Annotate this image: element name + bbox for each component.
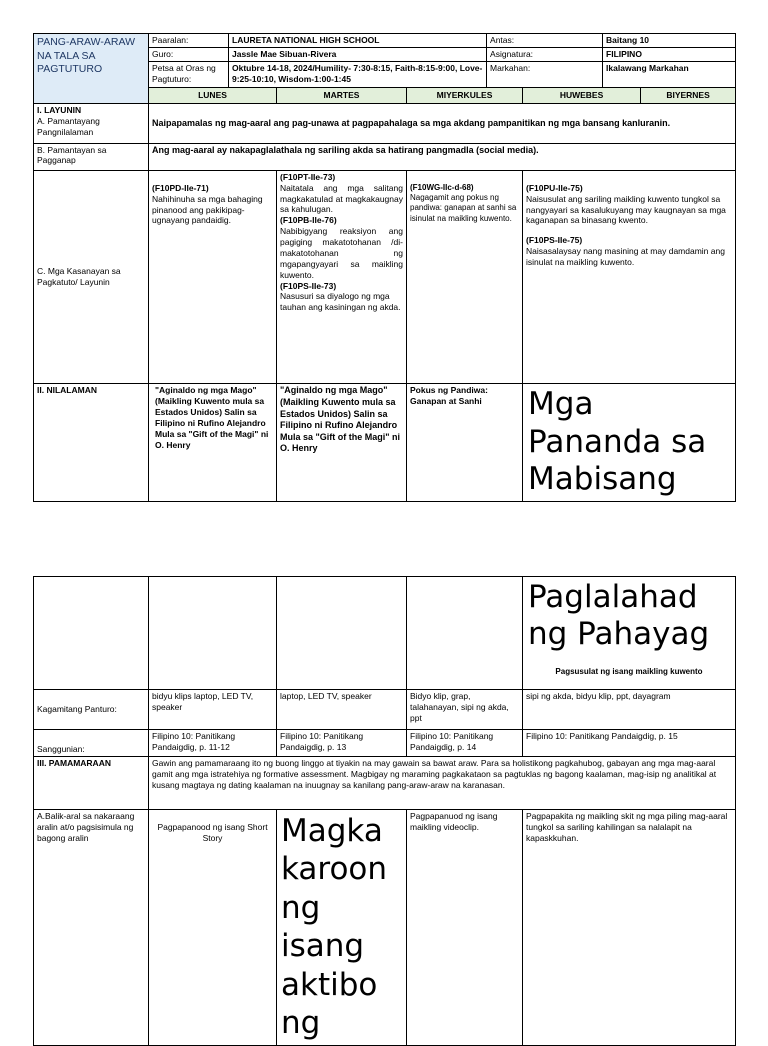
day-header-martes: MARTES bbox=[277, 88, 407, 104]
continued-lunes-cell bbox=[149, 577, 277, 690]
balik-aral-miyerkules: Pagpapanuod ng isang maikling videoclip. bbox=[407, 810, 523, 1046]
pamantayan-pagganap-value: Ang mag-aaral ay nakapaglalathala ng sariling akda sa hatirang pangmadla (social media). bbox=[149, 143, 736, 170]
balik-aral-lunes: Pagpapanood ng isang Short Story bbox=[149, 810, 277, 1046]
kasanayan-huwebes-text-2: Naisasalaysay nang masining at may damdamin ang isinulat na maikling kuwento. bbox=[526, 246, 725, 268]
kasanayan-label: C. Mga Kasanayan sa Pagkatuto/ Layunin bbox=[34, 170, 149, 384]
pamamaraan-text: Gawin ang pamamaraang ito ng buong linggo at tiyakin na may gawain sa bawat araw. Para sa holistikong pagkahubog, gabayan ang mga mag-aaral gamit ang mga istratehiya ng formative assessment. Magbigay ng maraming pagkakataon sa pagtuklas ng bagong kaalaman, mag-isip ng analitikal at kusang magtaya ng dating kaalaman na inuugnay sa kanilang pang-araw-araw na karanasan. bbox=[149, 757, 736, 810]
pamantayang-pangnilalaman-text: A. Pamantayang Pangnilalaman bbox=[37, 116, 100, 138]
kasanayan-martes-code-3: (F10PS-IIe-73) bbox=[280, 280, 337, 291]
nilalaman-huwebes-big-text: Paglalahad ng Pahayag bbox=[528, 579, 710, 653]
lesson-plan-table-page2 bbox=[33, 576, 736, 1046]
paaralan-value: LAURETA NATIONAL HIGH SCHOOL bbox=[229, 34, 487, 48]
sanggunian-huwebes: Filipino 10: Panitikang Pandaigdig, p. 15 bbox=[523, 730, 736, 757]
nilalaman-huwebes-continued bbox=[523, 577, 736, 690]
kagamitan-huwebes: sipi ng akda, bidyu klip, ppt, dayagram bbox=[523, 690, 736, 730]
kasanayan-martes bbox=[277, 170, 407, 384]
kasanayan-huwebes-text-1: Naisusulat ang sariling maikling kuwento tungkol sa nangyayari sa kasalukuyang may kaugnayan sa mga kaganapan sa binasang kwento. bbox=[526, 193, 726, 226]
day-header-huwebes: HUWEBES bbox=[523, 88, 641, 104]
petsa-label: Petsa at Oras ng Pagtuturo: bbox=[149, 61, 229, 87]
guro-label: Guro: bbox=[149, 47, 229, 61]
nilalaman-label: II. NILALAMAN bbox=[34, 384, 149, 502]
paaralan-label: Paaralan: bbox=[149, 34, 229, 48]
antas-value: Baitang 10 bbox=[603, 34, 736, 48]
nilalaman-huwebes: Mga Pananda sa Mabisang bbox=[523, 384, 736, 502]
sanggunian-miyerkules: Filipino 10: Panitikang Pandaigdig, p. 14 bbox=[407, 730, 523, 757]
continued-label-cell bbox=[34, 577, 149, 690]
kasanayan-martes-text-3: Nasusuri sa diyalogo ng mga tauhan ang kasiningan ng akda. bbox=[280, 291, 401, 313]
kasanayan-martes-code-1: (F10PT-IIe-73) bbox=[280, 171, 336, 182]
pamantayang-pangnilalaman-value: Naipapamalas ng mag-aaral ang pag-unawa at pagpapahalaga sa mga akdang pampanitikan ng mga bansang kanluranin. bbox=[149, 104, 736, 143]
continued-miyerkules-cell bbox=[407, 577, 523, 690]
asignatura-value: FILIPINO bbox=[603, 47, 736, 61]
asignatura-label: Asignatura: bbox=[487, 47, 603, 61]
document-title: PANG-ARAW-ARAW NA TALA SA PAGTUTURO bbox=[34, 34, 149, 104]
kagamitan-label: Kagamitang Panturo: bbox=[34, 690, 149, 730]
balik-aral-martes: Magka karoon ng isang aktibo ng bbox=[277, 810, 407, 1046]
kasanayan-lunes bbox=[149, 170, 277, 384]
antas-label: Antas: bbox=[487, 34, 603, 48]
nilalaman-martes: "Aginaldo ng mga Mago" (Maikling Kuwento mula sa Estados Unidos) Salin sa Filipino ni Rufino Alejandro Mula sa "Gift of the Magi" ni O. Henry bbox=[277, 384, 407, 502]
balik-aral-huwebes: Pagpapakita ng maikling skit ng mga piling mag-aaral tungkol sa sariling kahilingan sa nalalapit na kapaskkuhan. bbox=[523, 810, 736, 1046]
kagamitan-martes: laptop, LED TV, speaker bbox=[277, 690, 407, 730]
nilalaman-lunes: "Aginaldo ng mga Mago" (Maikling Kuwento mula sa Estados Unidos) Salin sa Filipino ni Rufino Alejandro Mula sa "Gift of the Magi" ni O. Henry bbox=[149, 384, 277, 502]
petsa-value: Oktubre 14-18, 2024/Humility- 7:30-8:15, Faith-8:15-9:00, Love- 9:25-10:10, Wisdom-1:00-1:45 bbox=[229, 61, 487, 87]
kasanayan-huwebes-code-2: (F10PS-IIe-75) bbox=[526, 235, 583, 246]
day-header-miyerkules: MIYERKULES bbox=[407, 88, 523, 104]
nilalaman-huwebes-caption: Pagsusulat ng isang maikling kuwento bbox=[555, 667, 703, 677]
continued-martes-cell bbox=[277, 577, 407, 690]
markahan-value: Ikalawang Markahan bbox=[603, 61, 736, 87]
pamantayan-pagganap-label: B. Pamantayan sa Pagganap bbox=[34, 143, 149, 170]
markahan-label: Markahan: bbox=[487, 61, 603, 87]
guro-value: Jassle Mae Sibuan-Rivera bbox=[229, 47, 487, 61]
kasanayan-martes-text-2: Nabibigyang reaksiyon ang pagiging makatotohanan /di-makatotohanan ng mgapangyayari sa maikling kuwento. bbox=[280, 226, 403, 280]
sanggunian-lunes: Filipino 10: Panitikang Pandaigdig, p. 11-12 bbox=[149, 730, 277, 757]
lesson-plan-table-page1 bbox=[33, 33, 736, 502]
pamamaraan-label: III. PAMAMARAAN bbox=[34, 757, 149, 810]
pamantayang-pangnilalaman-label bbox=[34, 104, 149, 143]
day-header-biyernes: BIYERNES bbox=[641, 88, 736, 104]
kasanayan-lunes-code: (F10PD-IIe-71) bbox=[152, 182, 209, 193]
sanggunian-label: Sanggunian: bbox=[34, 730, 149, 757]
layunin-heading: I. LAYUNIN bbox=[37, 105, 82, 116]
sanggunian-martes: Filipino 10: Panitikang Pandaigdig, p. 13 bbox=[277, 730, 407, 757]
nilalaman-miyerkules: Pokus ng Pandiwa: Ganapan at Sanhi bbox=[407, 384, 523, 502]
kasanayan-lunes-text: Nahihinuha sa mga bahaging pinanood ang pakikipag-ugnayang pandaidig. bbox=[152, 193, 263, 226]
kasanayan-miyerkules bbox=[407, 170, 523, 384]
kasanayan-huwebes-code-1: (F10PU-IIe-75) bbox=[526, 182, 583, 193]
kagamitan-lunes: bidyu klips laptop, LED TV, speaker bbox=[149, 690, 277, 730]
day-header-lunes: LUNES bbox=[149, 88, 277, 104]
kasanayan-miyerkules-code: (F10WG-IIc-d-68) bbox=[410, 182, 474, 192]
balik-aral-label: A.Balik-aral sa nakaraang aralin at/o pagsisimula ng bagong aralin bbox=[34, 810, 149, 1046]
kasanayan-miyerkules-text: Nagagamit ang pokus ng pandiwa: ganapan at sanhi sa isinulat na maikling kuwento. bbox=[410, 193, 517, 223]
kasanayan-huwebes bbox=[523, 170, 736, 384]
kagamitan-miyerkules: Bidyo klip, grap, talahanayan, sipi ng akda, ppt bbox=[407, 690, 523, 730]
kasanayan-martes-code-2: (F10PB-IIe-76) bbox=[280, 215, 337, 226]
kasanayan-martes-text-1: Naitatala ang mga salitang magkakatulad at magkakaugnay sa kahulugan. bbox=[280, 182, 403, 215]
